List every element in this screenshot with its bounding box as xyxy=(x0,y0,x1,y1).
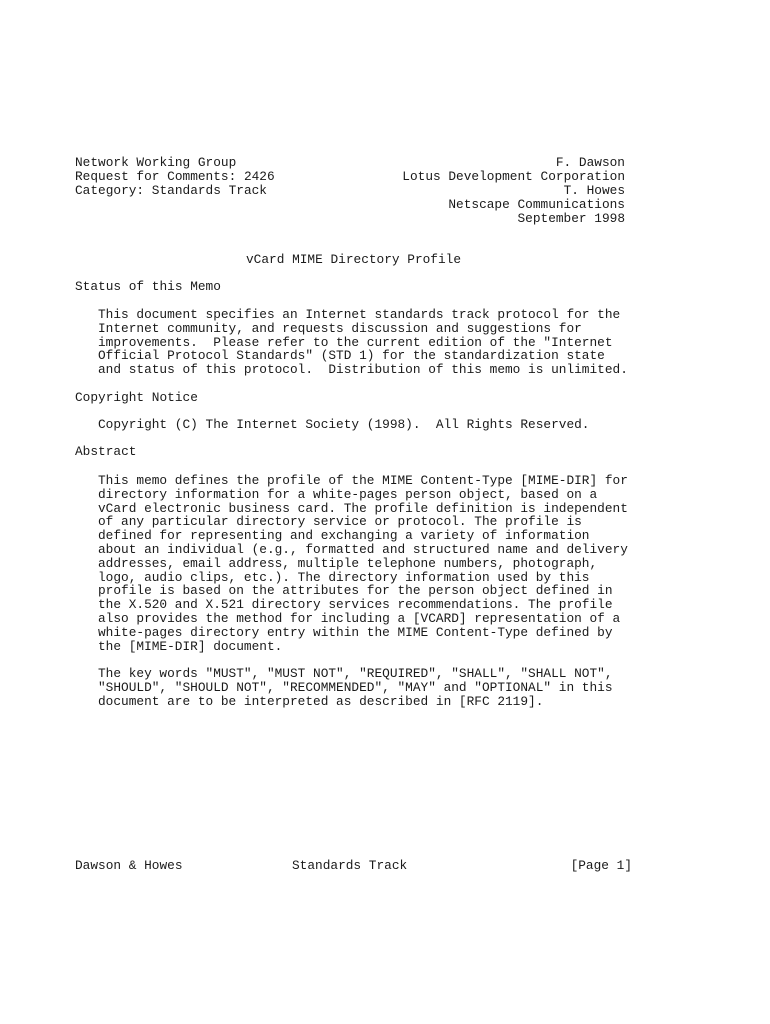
keywords-line: The key words "MUST", "MUST NOT", "REQUIRED", "SHALL", "SHALL NOT", xyxy=(98,666,613,681)
keywords-line: "SHOULD", "SHOULD NOT", "RECOMMENDED", "MAY" and "OPTIONAL" in this xyxy=(98,679,613,695)
status-line: and status of this protocol. Distribution of this memo is unlimited. xyxy=(98,362,628,378)
status-line: improvements. Please refer to the current edition of the "Internet xyxy=(98,334,613,350)
header-rfc-number: Request for Comments: 2426 xyxy=(75,169,275,184)
abstract-line: the X.520 and X.521 directory services recommendations. The profile xyxy=(98,597,613,613)
status-line: Official Protocol Standards" (STD 1) for the standardization state xyxy=(98,348,605,364)
abstract-heading: Abstract xyxy=(75,444,137,459)
abstract-line: profile is based on the attributes for the person object defined in xyxy=(98,583,613,599)
footer-authors: Dawson & Howes xyxy=(75,858,183,873)
abstract-line: vCard electronic business card. The profile definition is independent xyxy=(98,500,628,516)
abstract-line: directory information for a white-pages person object, based on a xyxy=(98,486,598,502)
abstract-line: of any particular directory service or protocol. The profile is xyxy=(98,514,582,530)
header-date: September 1998 xyxy=(517,211,625,226)
footer-category: Standards Track xyxy=(292,858,408,873)
status-heading: Status of this Memo xyxy=(75,279,221,294)
abstract-line: defined for representing and exchanging a variety of information xyxy=(98,528,590,544)
header-author-2: T. Howes xyxy=(563,183,625,198)
header-working-group: Network Working Group xyxy=(75,155,237,170)
keywords-line: document are to be interpreted as described in [RFC 2119]. xyxy=(98,693,544,709)
status-line: Internet community, and requests discussion and suggestions for xyxy=(98,320,582,336)
abstract-line: the [MIME-DIR] document. xyxy=(98,638,283,654)
copyright-heading: Copyright Notice xyxy=(75,390,198,405)
status-line: This document specifies an Internet standards track protocol for the xyxy=(98,307,621,322)
abstract-line: addresses, email address, multiple telephone numbers, photograph, xyxy=(98,555,598,571)
header-org-2: Netscape Communications xyxy=(448,197,625,212)
keywords-body xyxy=(98,667,613,708)
footer-page-number: [Page 1] xyxy=(570,858,632,873)
copyright-body: Copyright (C) The Internet Society (1998). All Rights Reserved. xyxy=(98,417,590,432)
abstract-line: This memo defines the profile of the MIME Content-Type [MIME-DIR] for xyxy=(98,473,628,488)
abstract-body xyxy=(98,474,628,653)
header-org-1: Lotus Development Corporation xyxy=(402,169,625,184)
header-category: Category: Standards Track xyxy=(75,183,267,198)
abstract-line: logo, audio clips, etc.). The directory information used by this xyxy=(98,569,590,585)
document-title: vCard MIME Directory Profile xyxy=(246,252,462,267)
abstract-line: white-pages directory entry within the MIME Content-Type defined by xyxy=(98,624,613,640)
status-body xyxy=(98,308,628,377)
header-author-1: F. Dawson xyxy=(555,155,625,170)
abstract-line: about an individual (e.g., formatted and structured name and delivery xyxy=(98,541,628,557)
abstract-line: also provides the method for including a [VCARD] representation of a xyxy=(98,610,621,626)
